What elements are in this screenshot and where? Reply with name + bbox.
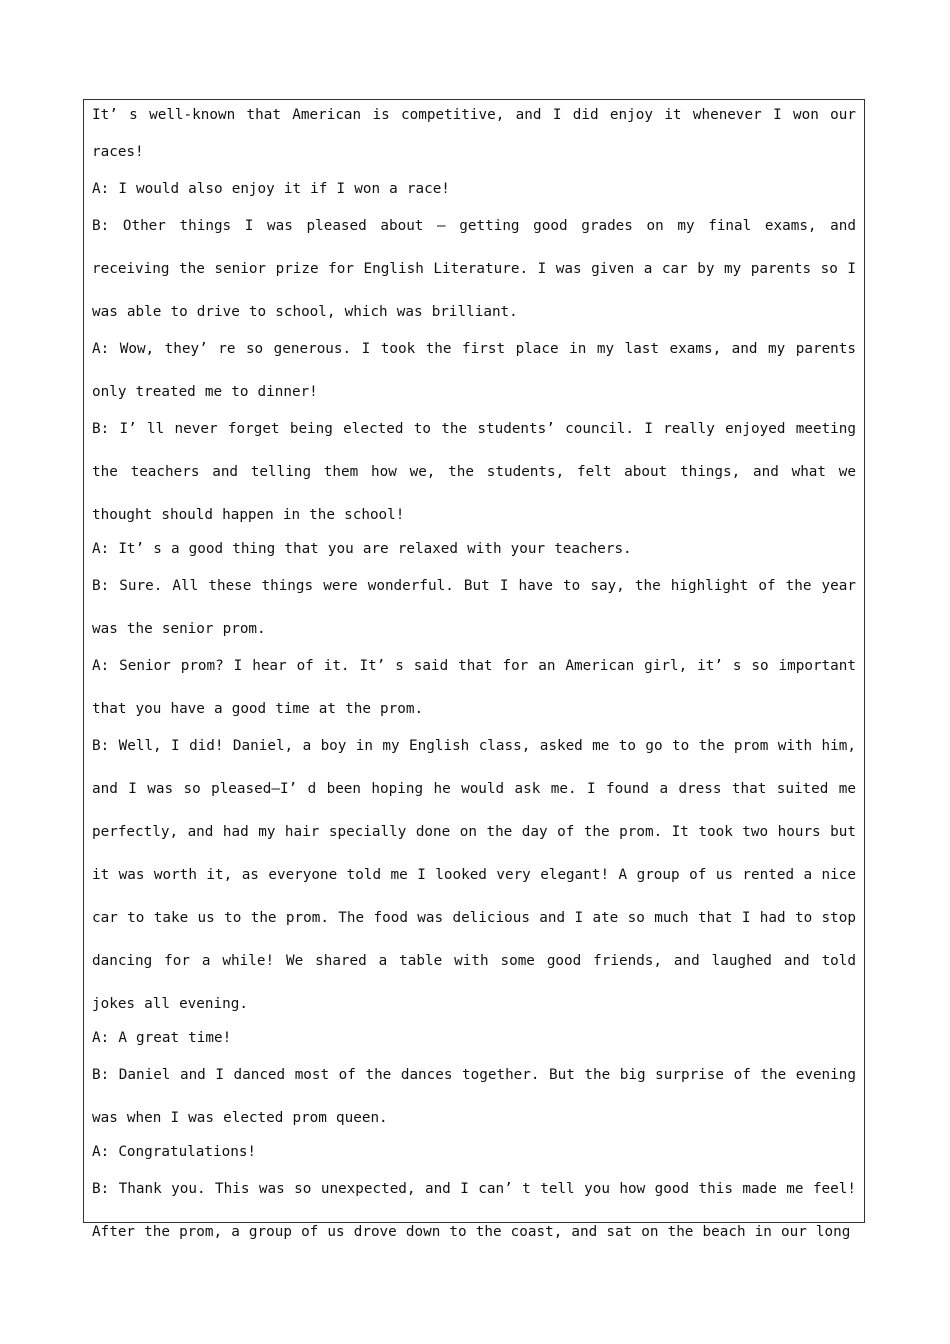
dialogue-line-2: A: I would also enjoy it if I won a race! (92, 181, 450, 197)
dialogue-line-10: A: A great time! (92, 1030, 232, 1046)
dialogue-line-1: It’ s well-known that American is competitive, and I did enjoy it whenever I won our races! (92, 107, 856, 160)
dialogue-line-3: B: Other things I was pleased about – getting good grades on my final exams, and receiving the senior prize for English Literature. I was given a car by my parents so I was able to drive to school, which was brilliant. (92, 218, 856, 320)
dialogue-line-6: A: It’ s a good thing that you are relaxed with your teachers. (92, 541, 632, 557)
dialogue-line-12: A: Congratulations! (92, 1144, 257, 1160)
dialogue-line-5: B: I’ ll never forget being elected to the students’ council. I really enjoyed meeting the teachers and telling them how we, the students, felt about things, and what we thought should happen in the school! (92, 421, 856, 523)
dialogue-line-4: A: Wow, they’ re so generous. I took the first place in my last exams, and my parents only treated me to dinner! (92, 341, 856, 400)
dialogue-box (83, 99, 865, 1240)
dialogue-line-9: B: Well, I did! Daniel, a boy in my English class, asked me to go to the prom with him, and I was so pleased—I’ d been hoping he would ask me. I found a dress that suited me perfectly, and had my hair specially done on the day of the prom. It took two hours but it was worth it, as everyone told me I looked very elegant! A group of us rented a nice car to take us to the prom. The food was delicious and I ate so much that I had to stop dancing for a while! We shared a table with some good friends, and laughed and told jokes all evening. (92, 738, 856, 1012)
dialogue-text (92, 100, 856, 1254)
dialogue-line-8: A: Senior prom? I hear of it. It’ s said that for an American girl, it’ s so important that you have a good time at the prom. (92, 658, 856, 717)
dialogue-line-7: B: Sure. All these things were wonderful. But I have to say, the highlight of the year was the senior prom. (92, 578, 856, 637)
dialogue-line-11: B: Daniel and I danced most of the dances together. But the big surprise of the evening was when I was elected prom queen. (92, 1067, 856, 1126)
dialogue-line-13: B: Thank you. This was so unexpected, and I can’ t tell you how good this made me feel! After the prom, a group of us drove down to the coast, and sat on the beach in our long (92, 1181, 856, 1240)
